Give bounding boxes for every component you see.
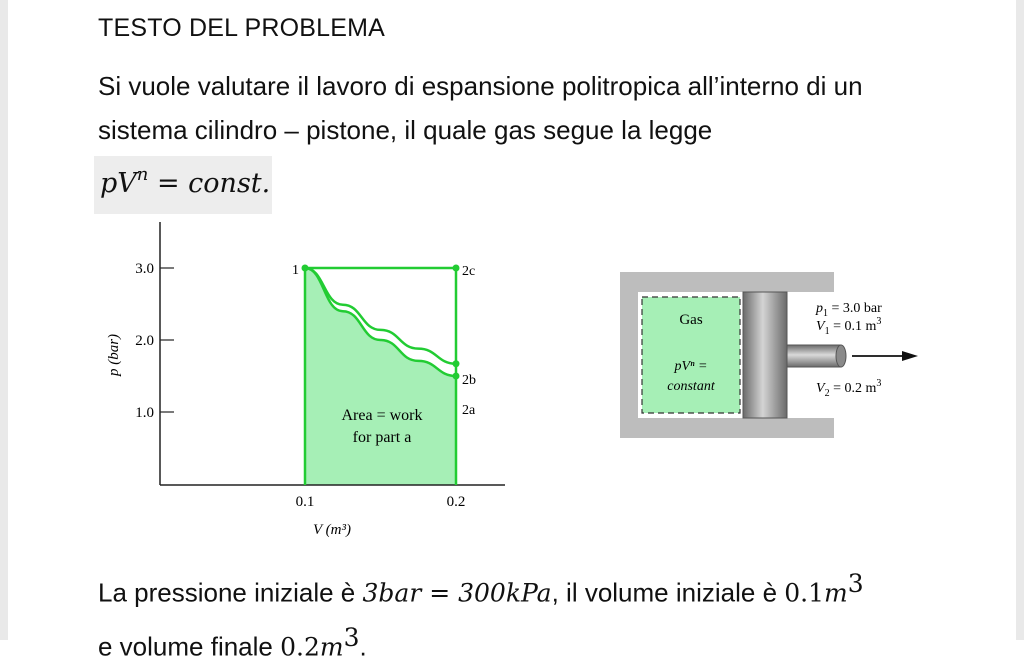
area-label-line2: for part a: [352, 429, 412, 446]
piston-rod-end: [836, 345, 846, 367]
page-edge-left: [0, 0, 8, 640]
y-axis-label: p (bar): [106, 333, 122, 377]
problem-data-text: [98, 562, 978, 669]
law-equation-box: [94, 156, 272, 214]
initial-volume-number: 0.1: [784, 578, 825, 608]
point-label-2c: 2c: [462, 264, 476, 279]
footer-text-4: .: [359, 631, 367, 662]
problem-heading: TESTO DEL PROBLEMA: [98, 14, 386, 42]
x-tick-label-02: 0.2: [446, 494, 466, 510]
gas-label: Gas: [679, 312, 703, 328]
piston-rod: [787, 345, 841, 367]
point-2a: [453, 373, 460, 380]
final-volume-exponent: 3: [343, 622, 360, 652]
area-label-line1: Area = work: [341, 407, 423, 424]
y-tick-label-3: 3.0: [135, 261, 154, 277]
y-tick-label-1: 1.0: [135, 405, 154, 421]
point-2c: [453, 265, 460, 272]
problem-intro: Si vuole valutare il lavoro di espansione politropica all’interno di un sistema cilindro – pistone, il quale gas segue la legge: [98, 71, 863, 145]
law-lhs: pV: [100, 168, 137, 199]
gas-law-line1: pVⁿ =: [674, 359, 708, 374]
piston-head: [743, 292, 787, 418]
final-volume-unit: m: [319, 632, 344, 662]
piston-cylinder-diagram: [618, 270, 928, 440]
law-equation: [100, 164, 270, 199]
initial-volume-exponent: 3: [847, 569, 864, 598]
point-label-1: 1: [292, 263, 299, 278]
x-axis-label: V (m³): [313, 522, 351, 538]
footer-text-2: , il volume iniziale è: [551, 577, 785, 608]
initial-pressure-bar: 3bar: [362, 578, 422, 608]
v2-value: $V_2 = 0.2$ $m^3$: [816, 378, 882, 399]
p1-value: $p_1 = 3.0$ bar: [816, 301, 882, 319]
final-volume-number: 0.2: [280, 632, 320, 662]
footer-text-1: La pressione iniziale è: [98, 577, 363, 608]
x-tick-label-01: 0.1: [295, 494, 315, 510]
law-rhs: = const.: [148, 168, 271, 199]
footer-text-3: e volume finale: [98, 631, 281, 662]
initial-volume-unit: m: [824, 578, 848, 608]
initial-pressure-kpa: 300kPa: [458, 578, 552, 608]
point-1: [302, 265, 309, 272]
pv-diagram: [90, 220, 520, 550]
y-tick-label-2: 2.0: [135, 333, 154, 349]
work-area: [305, 268, 456, 485]
motion-arrow-icon: [902, 351, 918, 361]
footer-equals: =: [421, 578, 459, 608]
point-label-2a: 2a: [462, 403, 476, 418]
point-label-2b: 2b: [462, 373, 476, 388]
gas-law-line2: constant: [667, 379, 715, 394]
v1-value: $V_1 = 0.1$ $m^3$: [816, 316, 882, 337]
law-exponent: n: [136, 164, 149, 185]
page-edge-right: [1016, 0, 1024, 640]
point-2b: [453, 360, 460, 367]
